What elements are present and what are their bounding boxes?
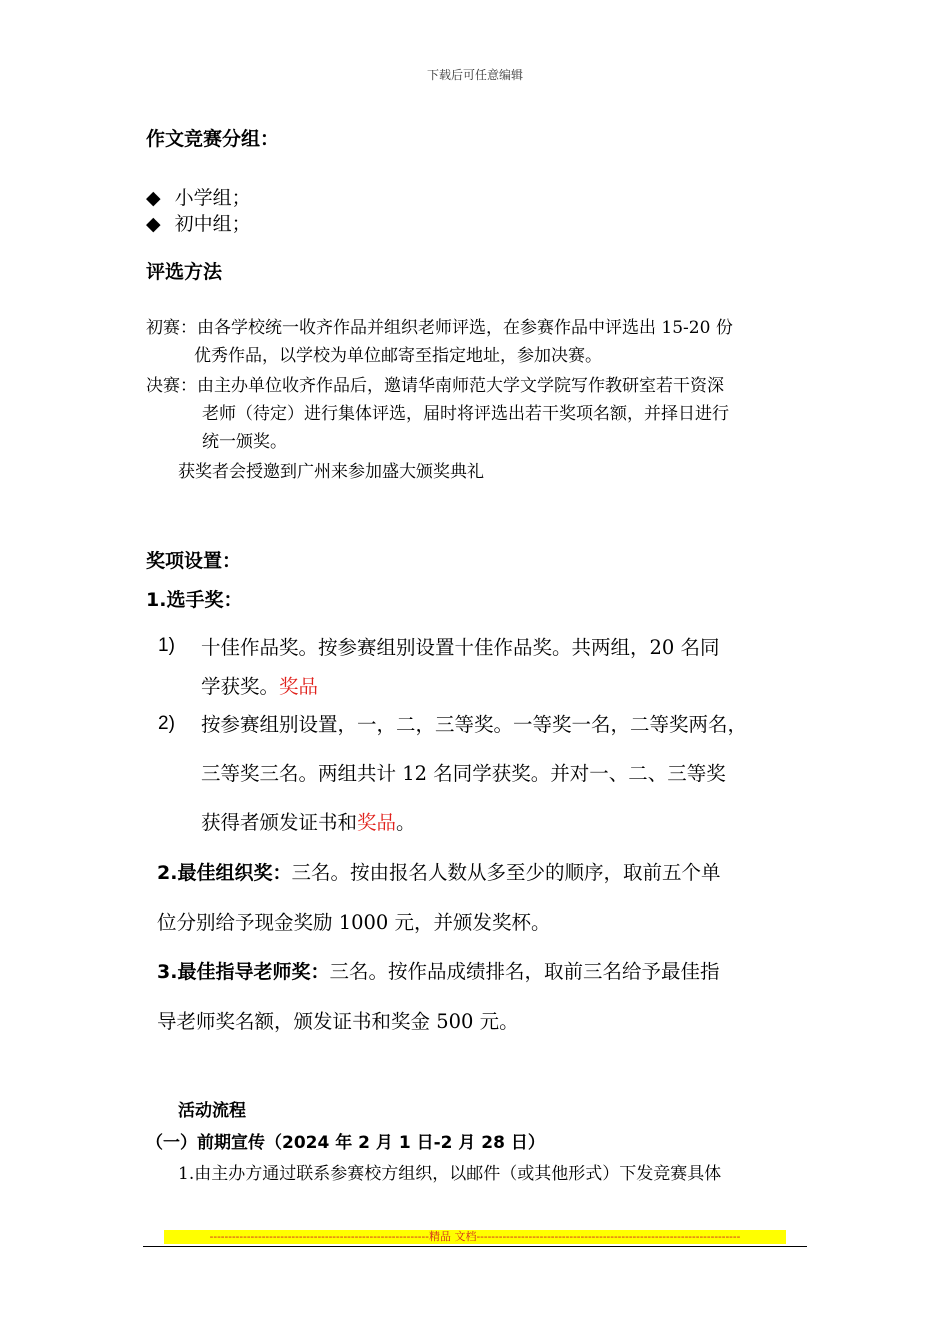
header-note: 下载后可任意编辑 [426, 68, 523, 82]
teacher-award-line1: 3.最佳指导老师奖：三名。按作品成绩排名，取前三名给予最佳指 [157, 960, 720, 983]
prelim-line1: 初赛：由各学校统一收齐作品并组织老师评选，在参赛作品中评选出 15-20 份 [146, 318, 733, 338]
final-line1: 决赛：由主办单位收齐作品后，邀请华南师范大学文学院写作教研室若干资深 [146, 376, 724, 396]
item2-line1: 按参赛组别设置，一，二，三等奖。一等奖一名，二等奖两名， [201, 713, 748, 736]
final-line3: 统一颁奖。 [202, 432, 287, 452]
selection-heading: 评选方法 [146, 261, 223, 283]
prize-link: 奖品 [279, 675, 319, 698]
teacher-award-line2: 导老师奖名额，颁发证书和奖金 500 元。 [157, 1010, 519, 1033]
final-line2: 老师（待定）进行集体评选，届时将评选出若干奖项名额，并择日进行 [202, 404, 729, 424]
item2-line3: 获得者颁发证书和奖品。 [201, 811, 416, 834]
item2-number: 2) [158, 713, 175, 734]
item1-line2: 学获奖。奖品 [201, 675, 319, 698]
diamond-bullet-icon: ◆ [146, 187, 161, 209]
org-award-line2: 位分别给予现金奖励 1000 元，并颁发奖杯。 [157, 911, 551, 934]
footer-divider [143, 1246, 807, 1247]
ceremony-line: 获奖者会授邀到广州来参加盛大颁奖典礼 [178, 462, 484, 482]
diamond-bullet-icon: ◆ [146, 213, 161, 235]
prelim-line2: 优秀作品，以学校为单位邮寄至指定地址，参加决赛。 [194, 346, 602, 366]
process-heading: 活动流程 [178, 1101, 246, 1121]
item1-number: 1) [158, 635, 175, 656]
process-step1: 1.由主办方通过联系参赛校方组织，以邮件（或其他形式）下发竞赛具体 [178, 1164, 722, 1184]
prize-link: 奖品 [357, 811, 397, 834]
org-award-line1: 2.最佳组织奖：三名。按由报名人数从多至少的顺序，取前五个单 [157, 861, 721, 884]
groups-heading: 作文竞赛分组： [146, 128, 280, 150]
group-label: 初中组； [174, 213, 251, 235]
group-item-primary [146, 183, 251, 210]
phase1-heading: （一）前期宣传（2024 年 2 月 1 日-2 月 28 日） [146, 1133, 545, 1153]
awards-heading: 奖项设置： [146, 550, 242, 572]
group-label: 小学组； [174, 187, 251, 209]
footer-banner: -----------------------------------------------------------精品 文档----------------------------------------------------------------------- [164, 1230, 786, 1244]
group-item-junior [146, 209, 251, 236]
item1-line1: 十佳作品奖。按参赛组别设置十佳作品奖。共两组，20 名同 [201, 636, 720, 659]
item2-line2: 三等奖三名。两组共计 12 名同学获奖。并对一、二、三等奖 [201, 762, 726, 785]
player-award-heading: 1.选手奖： [146, 589, 243, 611]
